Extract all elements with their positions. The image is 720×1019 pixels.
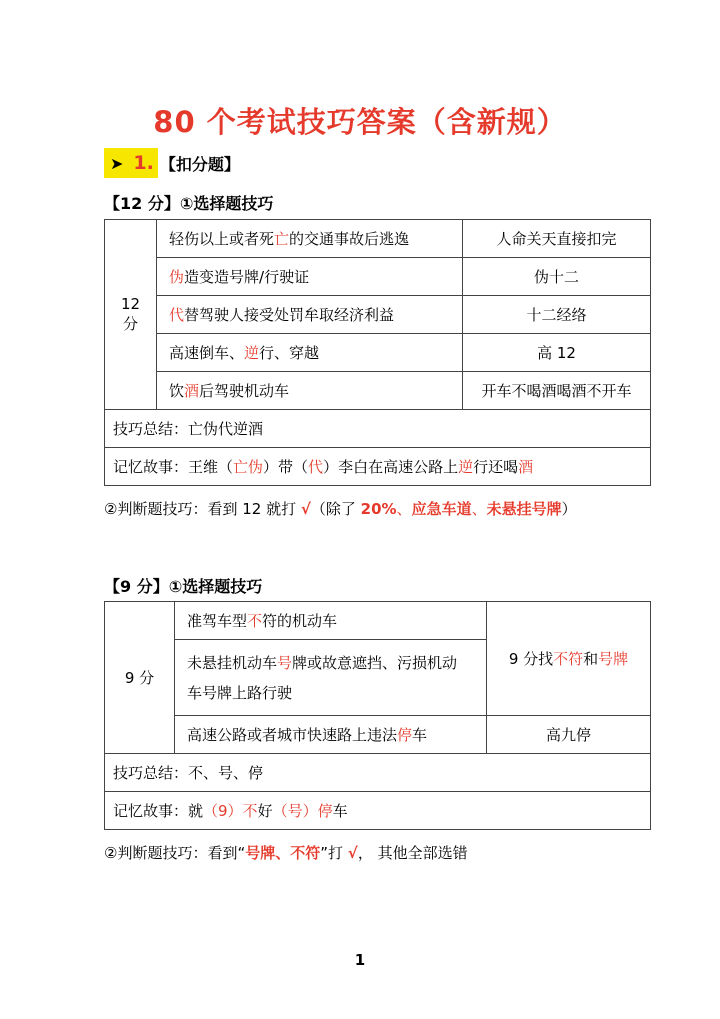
table-12	[104, 219, 651, 486]
table-row	[105, 258, 651, 296]
page-number: 1	[354, 951, 366, 969]
story-cell: 记忆故事：王维（亡伪）带（代）李白在高速公路上逆行还喝酒	[105, 448, 651, 486]
summary-row	[105, 754, 651, 792]
story-row	[105, 792, 651, 830]
tip-cell: 十二经络	[463, 296, 651, 334]
rule-cell: 准驾车型不符的机动车	[175, 602, 487, 640]
judge-tip-12: ②判断题技巧：看到 12 就打 √（除了 20%、应急车道、未悬挂号牌）	[104, 500, 577, 518]
table-row	[105, 716, 651, 754]
block12-heading: 【12 分】①选择题技巧	[104, 194, 274, 213]
table-row	[105, 602, 651, 640]
section-heading	[104, 148, 240, 178]
section-label: 【扣分题】	[159, 154, 240, 174]
rule-cell: 伪造变造号牌/行驶证	[157, 258, 463, 296]
arrow-bullet-icon: ➤	[110, 153, 124, 173]
tip-cell: 伪十二	[463, 258, 651, 296]
summary-cell: 技巧总结：不、号、停	[105, 754, 651, 792]
judge-tip-9: ②判断题技巧：看到“号牌、不符”打 √， 其他全部选错	[104, 844, 468, 862]
section-number: 1.	[133, 152, 154, 174]
page-title: 80 个考试技巧答案（含新规）	[153, 105, 567, 139]
rule-cell: 未悬挂机动车号牌或故意遮挡、污损机动 车号牌上路行驶	[175, 640, 487, 716]
rule-cell: 代替驾驶人接受处罚牟取经济利益	[157, 296, 463, 334]
check-mark-icon: √	[347, 844, 358, 862]
tip-cell: 高 12	[463, 334, 651, 372]
section-highlight	[104, 148, 158, 178]
tip-cell: 9 分找不符和号牌	[487, 602, 651, 716]
tip-cell: 开车不喝酒喝酒不开车	[463, 372, 651, 410]
check-mark-icon: √	[300, 500, 311, 518]
summary-cell: 技巧总结：亡伪代逆酒	[105, 410, 651, 448]
score-cell: 12 分	[105, 220, 157, 410]
table-row	[105, 296, 651, 334]
tip-cell: 人命关天直接扣完	[463, 220, 651, 258]
story-row	[105, 448, 651, 486]
rule-cell: 高速倒车、逆行、穿越	[157, 334, 463, 372]
score-cell: 9 分	[105, 602, 175, 754]
rule-cell: 饮酒后驾驶机动车	[157, 372, 463, 410]
summary-row	[105, 410, 651, 448]
block9-heading: 【9 分】①选择题技巧	[104, 577, 263, 596]
table-row	[105, 220, 651, 258]
table-9	[104, 601, 651, 830]
tip-cell: 高九停	[487, 716, 651, 754]
story-cell: 记忆故事：就（9）不好（号）停车	[105, 792, 651, 830]
table-row	[105, 372, 651, 410]
rule-cell: 轻伤以上或者死亡的交通事故后逃逸	[157, 220, 463, 258]
table-row	[105, 334, 651, 372]
rule-cell: 高速公路或者城市快速路上违法停车	[175, 716, 487, 754]
